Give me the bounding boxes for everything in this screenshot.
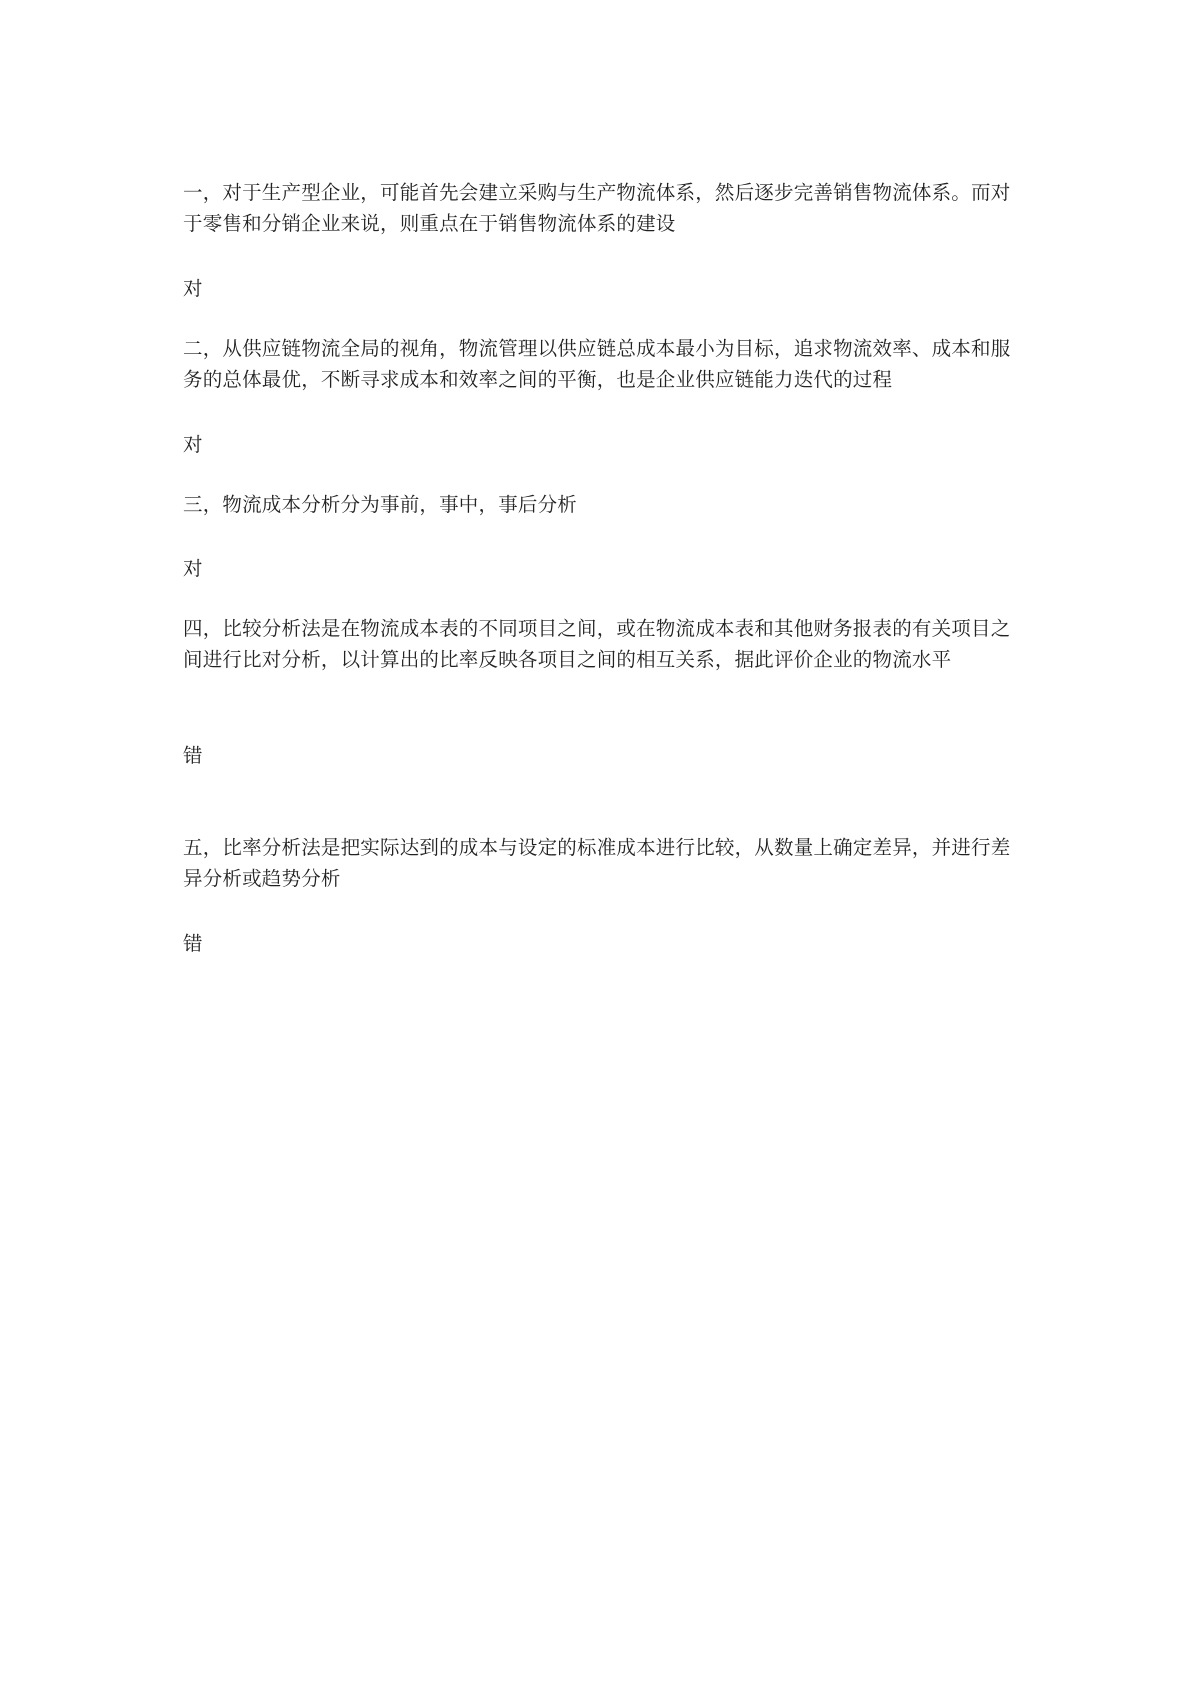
answer-3: 对: [183, 557, 203, 580]
answer-2: 对: [183, 433, 203, 456]
question-1: 一，对于生产型企业，可能首先会建立采购与生产物流体系，然后逐步完善销售物流体系。而对于零售和分销企业来说，则重点在于销售物流体系的建设: [183, 181, 1011, 235]
question-3: 三，物流成本分析分为事前，事中，事后分析: [183, 493, 578, 516]
answer-1: 对: [183, 277, 203, 300]
question-4: 四，比较分析法是在物流成本表的不同项目之间，或在物流成本表和其他财务报表的有关项目之间进行比对分析，以计算出的比率反映各项目之间的相互关系，据此评价企业的物流水平: [183, 617, 1011, 671]
answer-4: 错: [183, 744, 203, 767]
question-2: 二，从供应链物流全局的视角，物流管理以供应链总成本最小为目标，追求物流效率、成本和服务的总体最优，不断寻求成本和效率之间的平衡，也是企业供应链能力迭代的过程: [183, 337, 1011, 391]
answer-5: 错: [183, 932, 203, 955]
question-5: 五，比率分析法是把实际达到的成本与设定的标准成本进行比较，从数量上确定差异，并进行差异分析或趋势分析: [183, 836, 1011, 890]
